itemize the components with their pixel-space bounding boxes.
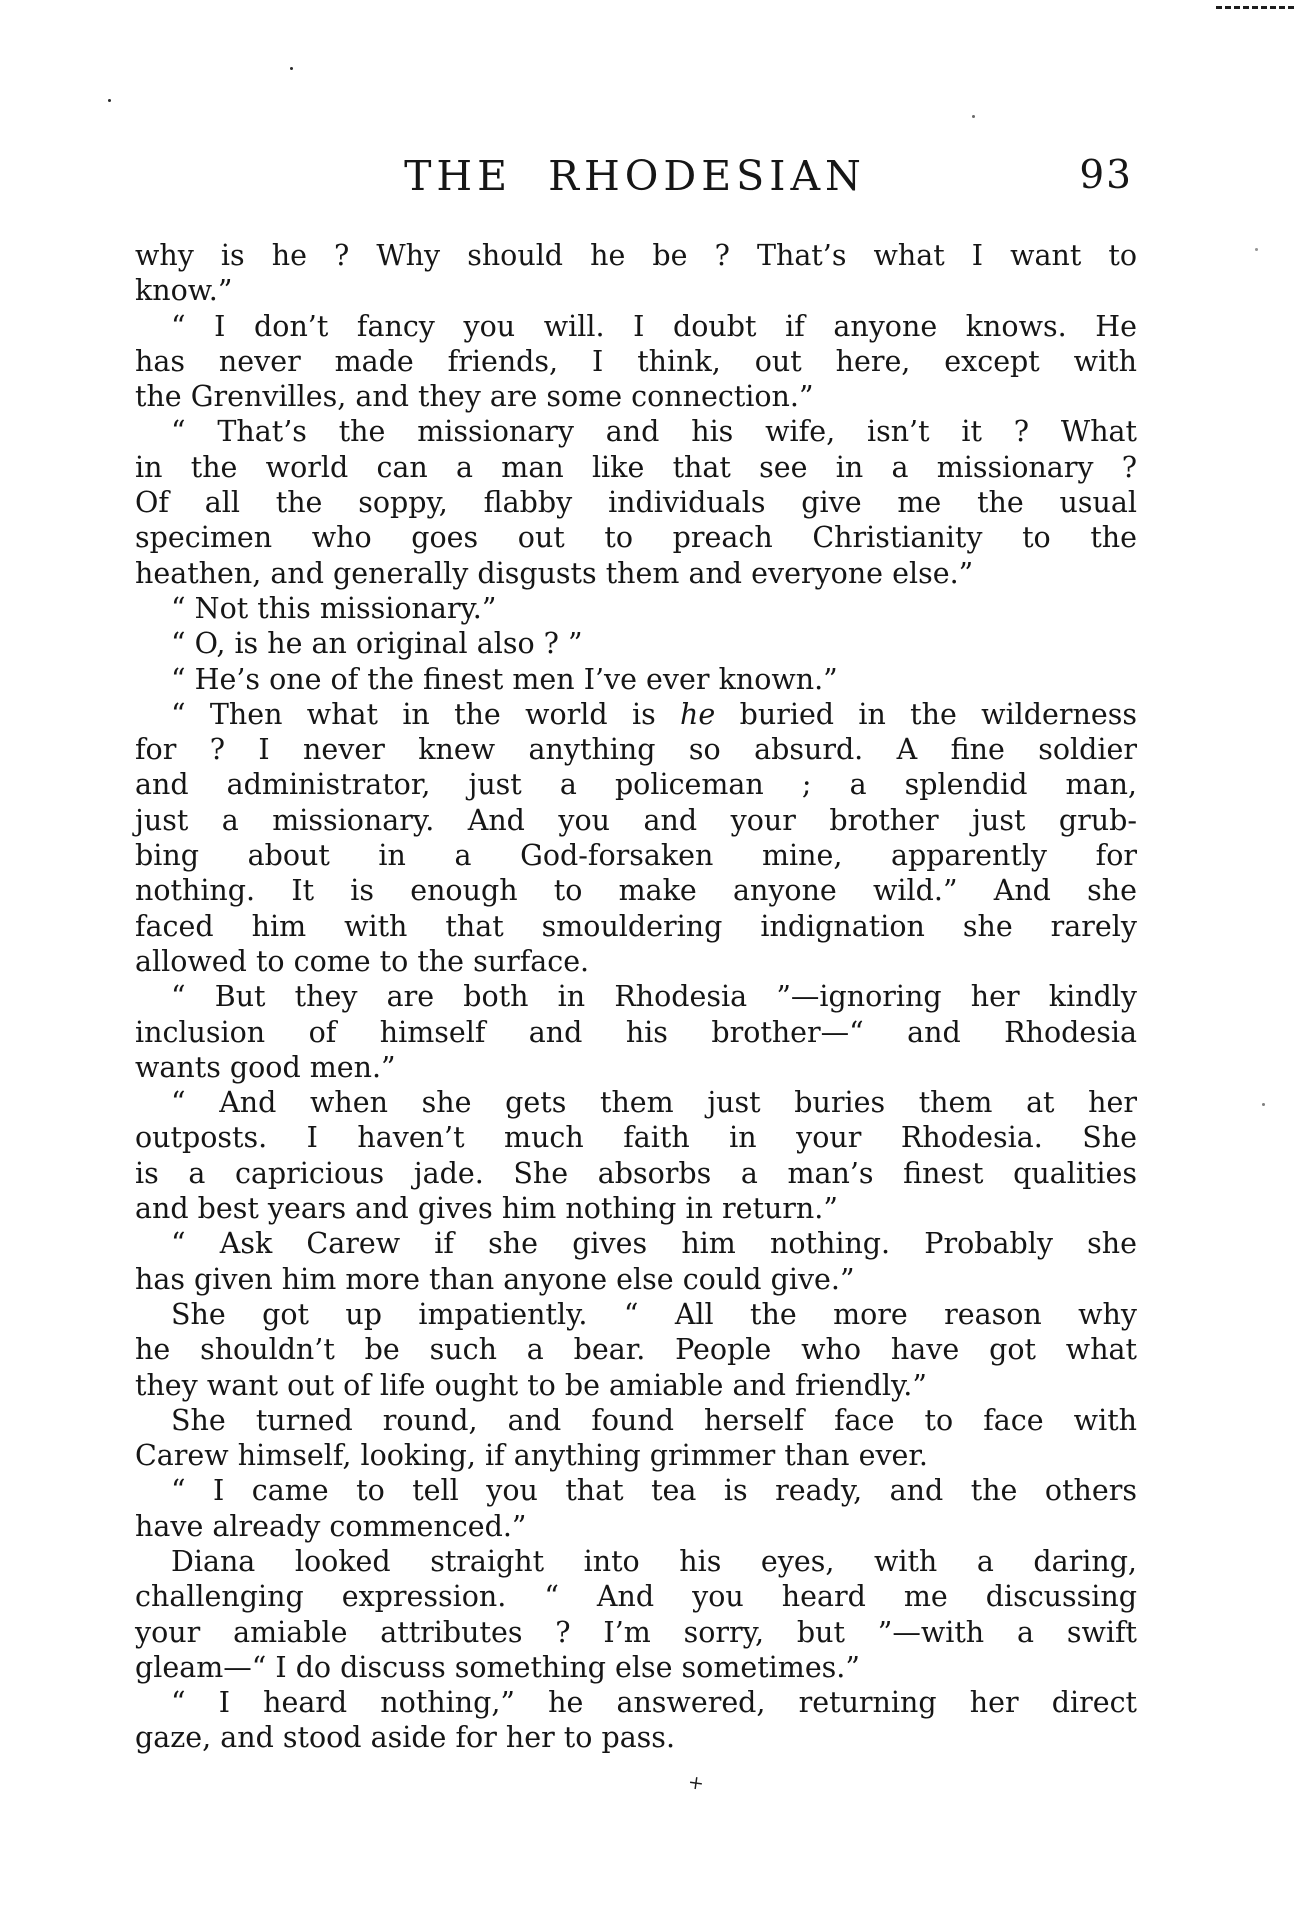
- text-line: have already commenced.”: [135, 1509, 527, 1543]
- text-line: “ I came to tell you that tea is ready, and the others: [171, 1474, 1137, 1508]
- text-line: She turned round, and found herself face to face with: [171, 1403, 1137, 1437]
- scan-speck: [972, 115, 975, 118]
- body-text: [135, 238, 1137, 1756]
- text-line: “ I don’t fancy you will. I doubt if anyone knows. He: [171, 309, 1137, 343]
- text-line: “ Ask Carew if she gives him nothing. Probably she: [171, 1227, 1137, 1261]
- text-line: “ O, is he an original also ? ”: [171, 627, 583, 661]
- page-number: 93: [1079, 153, 1133, 198]
- scan-speck: [1262, 1103, 1265, 1106]
- text-line: “ I heard nothing,” he answered, returning her direct: [171, 1686, 1137, 1720]
- text-line: Carew himself, looking, if anything grimmer than ever.: [135, 1439, 928, 1473]
- scan-speck: [1255, 248, 1258, 251]
- text-line: Diana looked straight into his eyes, with a daring,: [171, 1544, 1137, 1578]
- text-line: just a missionary. And you and your brother just grub-: [135, 803, 1137, 837]
- text-line: wants good men.”: [135, 1050, 396, 1084]
- text-line: the Grenvilles, and they are some connection.”: [135, 380, 814, 414]
- text-line: and administrator, just a policeman ; a splendid man,: [135, 768, 1137, 802]
- text-line: gaze, and stood aside for her to pass.: [135, 1721, 675, 1755]
- text-line: Of all the soppy, flabby individuals give me the usual: [135, 486, 1137, 520]
- text-line: challenging expression. “ And you heard me discussing: [135, 1580, 1137, 1614]
- text-line: has given him more than anyone else could give.”: [135, 1262, 855, 1296]
- text-line: know.”: [135, 274, 233, 308]
- text-line: faced him with that smouldering indignation she rarely: [135, 909, 1137, 943]
- text-line: “ That’s the missionary and his wife, isn’t it ? What: [171, 415, 1137, 449]
- text-line: “ Then what in the world is he buried in the wilderness: [171, 697, 1137, 731]
- text-line: why is he ? Why should he be ? That’s what I want to: [135, 239, 1137, 272]
- text-line: allowed to come to the surface.: [135, 944, 590, 978]
- text-line: bing about in a God-forsaken mine, apparently for: [135, 839, 1137, 873]
- text-line: nothing. It is enough to make anyone wild.” And she: [135, 874, 1137, 908]
- text-line: and best years and gives him nothing in return.”: [135, 1192, 838, 1226]
- text-line: outposts. I haven’t much faith in your Rhodesia. She: [135, 1121, 1137, 1155]
- text-line: for ? I never knew anything so absurd. A fine soldier: [135, 733, 1137, 767]
- text-line: he shouldn’t be such a bear. People who have got what: [135, 1333, 1137, 1367]
- text-line: gleam—“ I do discuss something else sometimes.”: [135, 1650, 860, 1684]
- text-line: She got up impatiently. “ All the more reason why: [171, 1297, 1137, 1331]
- text-line: has never made friends, I think, out here, except with: [135, 344, 1137, 378]
- text-line: your amiable attributes ? I’m sorry, but ”—with a swift: [135, 1615, 1137, 1649]
- scan-speck: [290, 67, 293, 70]
- running-title: THE RHODESIAN: [404, 152, 866, 200]
- scan-artifact-mark: +: [686, 1770, 706, 1796]
- text-line: “ But they are both in Rhodesia ”—ignoring her kindly: [171, 980, 1137, 1014]
- text-line: they want out of life ought to be amiable and friendly.”: [135, 1368, 927, 1402]
- text-line: “ He’s one of the finest men I’ve ever known.”: [171, 662, 838, 696]
- scan-artifact-topline: [1216, 6, 1294, 9]
- text-line: “ And when she gets them just buries them at her: [171, 1086, 1137, 1120]
- text-line: in the world can a man like that see in a missionary ?: [135, 450, 1137, 484]
- page-header: [135, 152, 1135, 216]
- text-line: inclusion of himself and his brother—“ and Rhodesia: [135, 1015, 1137, 1049]
- text-line: heathen, and generally disgusts them and everyone else.”: [135, 556, 974, 590]
- text-line: is a capricious jade. She absorbs a man’s finest qualities: [135, 1156, 1137, 1190]
- text-line: specimen who goes out to preach Christianity to the: [135, 521, 1137, 555]
- text-line: “ Not this missionary.”: [171, 591, 497, 625]
- scan-speck: [108, 99, 111, 102]
